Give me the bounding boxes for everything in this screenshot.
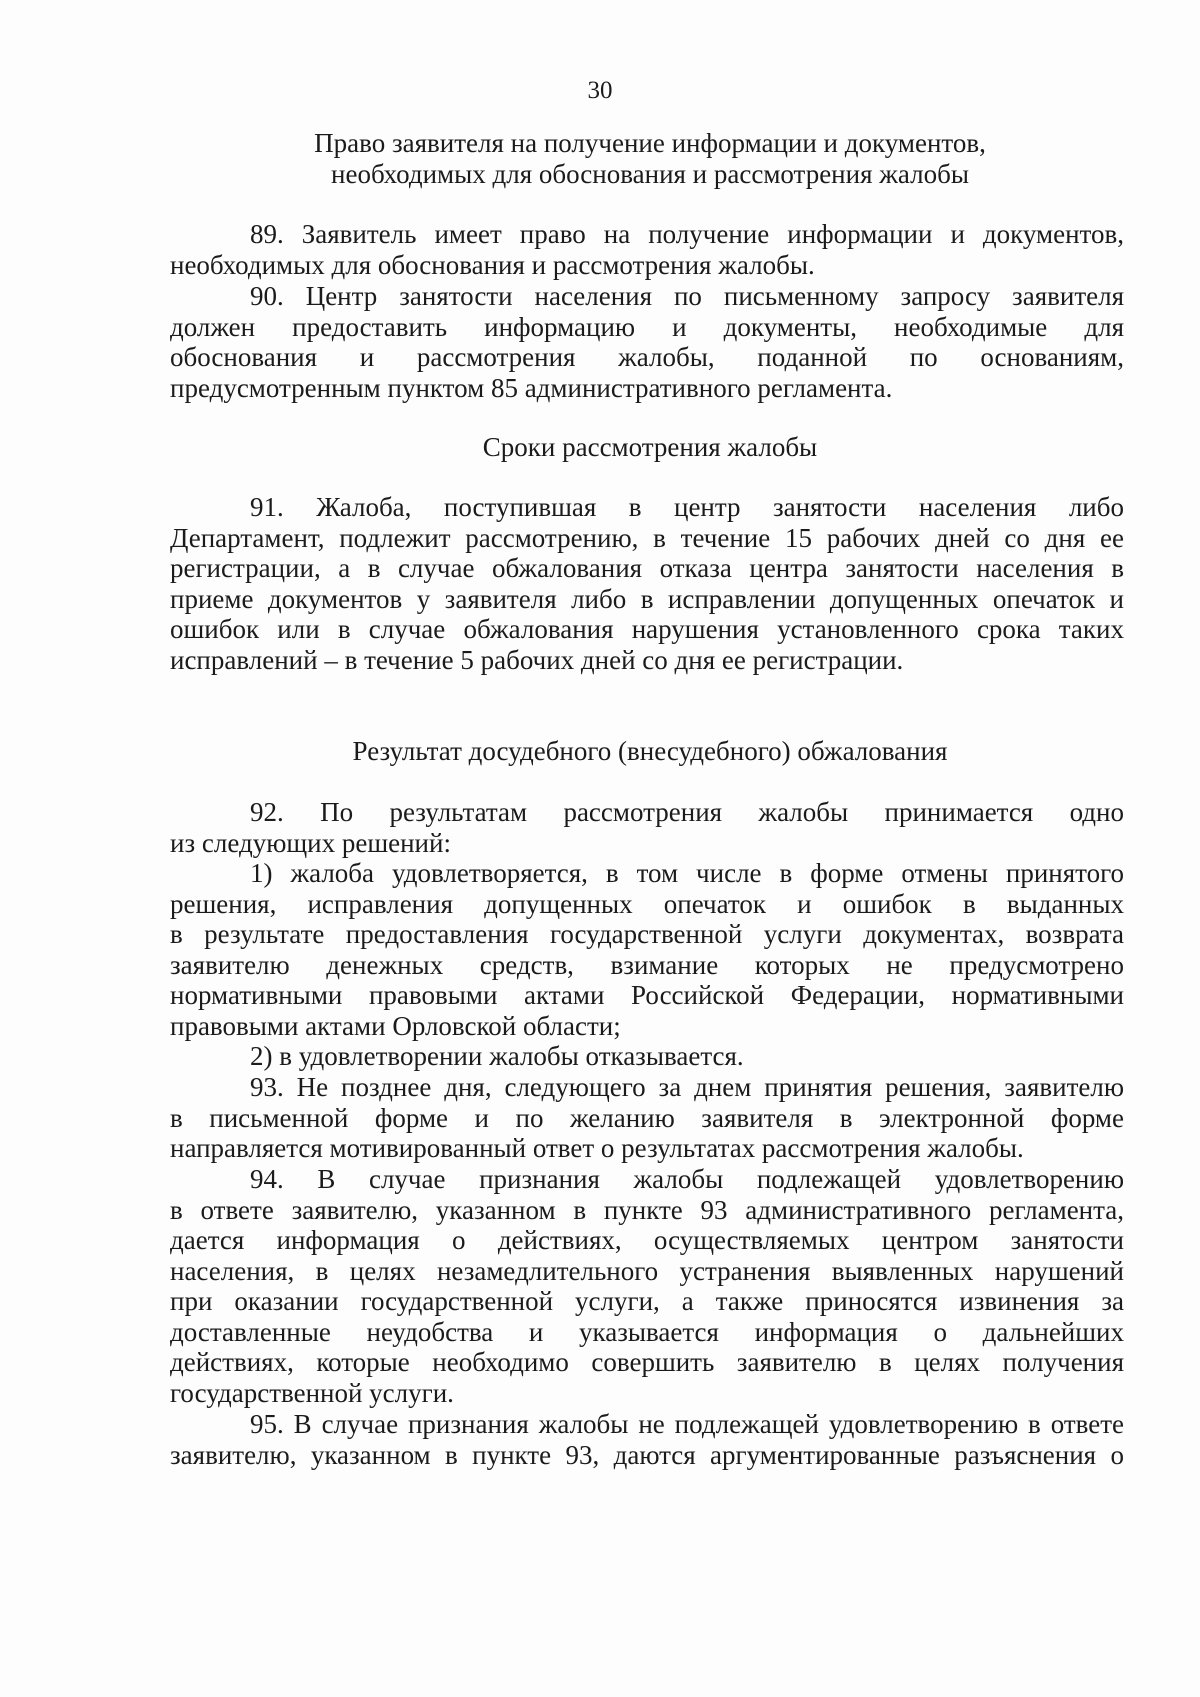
heading-line: Право заявителя на получение информации и документов, bbox=[314, 128, 986, 158]
paragraph-95 bbox=[170, 1409, 1124, 1470]
paragraph-line: должен предоставить информацию и документы, необходимые для bbox=[170, 311, 1124, 342]
paragraph-92-item-2 bbox=[170, 1041, 1124, 1072]
paragraph-94 bbox=[170, 1164, 1124, 1408]
paragraph-93 bbox=[170, 1072, 1124, 1164]
page-number: 30 bbox=[587, 77, 613, 104]
paragraph-line: 94. В случае признания жалобы подлежащей удовлетворению bbox=[250, 1164, 1124, 1194]
paragraph-line: регистрации, а в случае обжалования отказа центра занятости населения в bbox=[170, 553, 1124, 583]
paragraph-line: предусмотренным пунктом 85 административного регламента. bbox=[170, 372, 893, 403]
section-heading-appeal-result bbox=[170, 736, 1130, 767]
paragraph-line: заявителю, указанном в пункте 93, даются аргументированные разъяснения о bbox=[170, 1439, 1124, 1470]
paragraph-89 bbox=[170, 219, 1124, 280]
paragraph-line: приеме документов у заявителя либо в исправлении допущенных опечаток и bbox=[170, 583, 1124, 614]
heading-line: Сроки рассмотрения жалобы bbox=[482, 432, 818, 462]
paragraph-line: заявителю денежных средств, взимание которых не предусмотрено bbox=[170, 949, 1124, 980]
heading-line: Результат досудебного (внесудебного) обжалования bbox=[352, 736, 948, 766]
paragraph-line: 92. По результатам рассмотрения жалобы принимается одно bbox=[250, 797, 1124, 827]
paragraph-line: обоснования и рассмотрения жалобы, поданной по основаниям, bbox=[170, 342, 1124, 372]
paragraph-line: дается информация о действиях, осуществляемых центром занятости bbox=[170, 1225, 1124, 1255]
paragraph-line: при оказании государственной услуги, а также приносятся извинения за bbox=[170, 1286, 1124, 1316]
section-heading-review-deadlines bbox=[170, 432, 1130, 463]
paragraph-line: решения, исправления допущенных опечаток и ошибок в выданных bbox=[170, 888, 1124, 919]
paragraph-line: в письменной форме и по желанию заявителя в электронной форме bbox=[170, 1102, 1124, 1133]
heading-line: необходимых для обоснования и рассмотрения жалобы bbox=[331, 159, 969, 189]
paragraph-line: государственной услуги. bbox=[170, 1377, 454, 1408]
paragraph-line: 2) в удовлетворении жалобы отказывается. bbox=[250, 1041, 744, 1071]
paragraph-line: 89. Заявитель имеет право на получение информации и документов, bbox=[250, 219, 1124, 249]
paragraph-line: 1) жалоба удовлетворяется, в том числе в форме отмены принятого bbox=[250, 858, 1124, 888]
paragraph-line: доставленные неудобства и указывается информация о дальнейших bbox=[170, 1316, 1124, 1347]
paragraph-line: 91. Жалоба, поступившая в центр занятости населения либо bbox=[250, 492, 1124, 522]
paragraph-line: в ответе заявителю, указанном в пункте 93 административного регламента, bbox=[170, 1194, 1124, 1225]
paragraph-92-item-1 bbox=[170, 858, 1124, 1041]
paragraph-line: нормативными правовыми актами Российской Федерации, нормативными bbox=[170, 980, 1124, 1010]
paragraph-line: из следующих решений: bbox=[170, 827, 451, 858]
paragraph-line: 95. В случае признания жалобы не подлежащей удовлетворению в ответе bbox=[250, 1409, 1124, 1439]
paragraph-90 bbox=[170, 281, 1124, 403]
paragraph-line: действиях, которые необходимо совершить заявителю в целях получения bbox=[170, 1347, 1124, 1377]
paragraph-line: правовыми актами Орловской области; bbox=[170, 1010, 621, 1041]
paragraph-91 bbox=[170, 492, 1124, 675]
paragraph-line: населения, в целях незамедлительного устранения выявленных нарушений bbox=[170, 1255, 1124, 1286]
paragraph-line: Департамент, подлежит рассмотрению, в течение 15 рабочих дней со дня ее bbox=[170, 522, 1124, 553]
paragraph-line: 90. Центр занятости населения по письменному запросу заявителя bbox=[250, 281, 1124, 311]
paragraph-line: в результате предоставления государственной услуги документах, возврата bbox=[170, 919, 1124, 949]
paragraph-line: ошибок или в случае обжалования нарушения установленного срока таких bbox=[170, 614, 1124, 644]
paragraph-line: 93. Не позднее дня, следующего за днем принятия решения, заявителю bbox=[250, 1072, 1124, 1102]
paragraph-92 bbox=[170, 797, 1124, 858]
paragraph-line: исправлений – в течение 5 рабочих дней со дня ее регистрации. bbox=[170, 644, 904, 675]
section-heading-right-to-information bbox=[170, 128, 1130, 190]
paragraph-line: необходимых для обоснования и рассмотрения жалобы. bbox=[170, 249, 815, 280]
paragraph-line: направляется мотивированный ответ о результатах рассмотрения жалобы. bbox=[170, 1133, 1024, 1163]
